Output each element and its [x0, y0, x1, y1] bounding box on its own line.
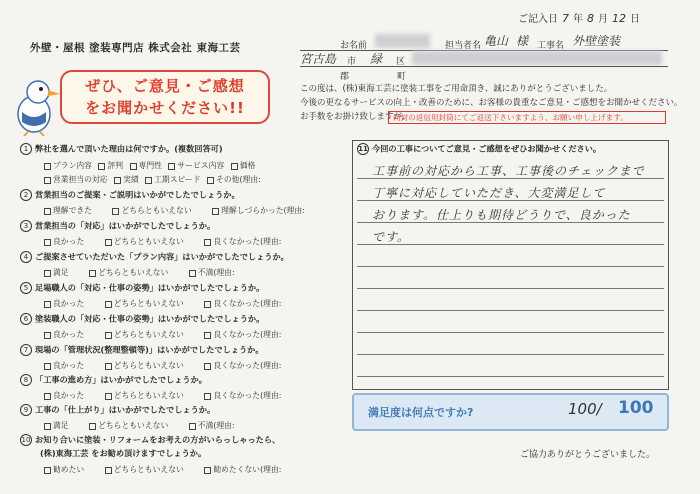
city-label: 市 — [347, 57, 357, 67]
entry-date — [518, 10, 640, 25]
option-label: どちらともいえない — [121, 206, 192, 215]
address-city: 宮古島 — [300, 52, 337, 66]
q9-options — [40, 420, 235, 431]
month-unit: 月 — [598, 14, 608, 25]
checkbox[interactable] — [231, 163, 238, 170]
checkbox[interactable] — [105, 363, 112, 370]
ruled-line — [357, 266, 664, 267]
question-title: 工事の「仕上がり」はいかがでしたでしょうか。 — [35, 404, 216, 415]
banner-line1: ぜひ、ご意見・ご感想 — [85, 77, 245, 95]
question-number: 10 — [21, 436, 31, 444]
comment-line-4: です。 — [372, 230, 411, 244]
comment-line-1: 工事前の対応から工事、工事後のチェックまで — [372, 164, 645, 178]
option-label: 実績 — [123, 175, 139, 184]
staff-value: 亀山 — [484, 34, 509, 48]
checkbox[interactable] — [44, 208, 51, 215]
name-label: お名前 — [340, 41, 368, 51]
option-label: 良くなかった(理由: — [213, 330, 282, 339]
option-label: 良くなかった(理由: — [213, 237, 282, 246]
checkbox[interactable] — [44, 163, 51, 170]
option-label: 良くなかった(理由: — [213, 299, 282, 308]
address-ward: 緑 — [370, 52, 383, 66]
checkbox[interactable] — [105, 467, 112, 474]
checkbox[interactable] — [189, 423, 196, 430]
option-label: 評判 — [107, 161, 124, 170]
score-max: 100 — [618, 398, 654, 418]
option-label: 価格 — [239, 161, 256, 170]
q8-options — [40, 390, 281, 401]
question-number: 5 — [20, 282, 32, 294]
question-5 — [20, 282, 264, 294]
score-slash: / — [596, 400, 602, 418]
banner — [60, 70, 270, 124]
option-label: どちらともいえない — [113, 330, 184, 339]
ruled-line — [357, 332, 664, 333]
option-label: その他(理由: — [216, 175, 261, 184]
question-title: (株)東海工芸 をお勧め頂けますでしょうか。 — [40, 448, 207, 458]
option-label: 不満(理由: — [197, 421, 235, 430]
question-title: 「工事の進め方」はいかがでしたでしょうか。 — [35, 374, 207, 385]
checkbox[interactable] — [204, 239, 211, 246]
question-number: 6 — [20, 313, 32, 325]
checkbox[interactable] — [98, 163, 105, 170]
checkbox[interactable] — [105, 393, 112, 400]
checkbox[interactable] — [44, 363, 51, 370]
checkbox[interactable] — [44, 301, 51, 308]
option-label: どちらともいえない — [113, 361, 184, 370]
question-number: 2 — [20, 189, 32, 201]
checkbox[interactable] — [204, 467, 211, 474]
option-label: 満足 — [53, 421, 69, 430]
comment-line-3: おります。仕上りも期待どうりで、良かった — [372, 208, 631, 222]
checkbox[interactable] — [44, 393, 51, 400]
option-label: 勧めたい — [53, 465, 85, 474]
redacted-address — [412, 51, 662, 65]
option-label: 理解できた — [53, 206, 92, 215]
date-label: ご記入日 — [518, 14, 558, 25]
option-label: どちらともいえない — [113, 299, 184, 308]
option-label: 理解しづらかった(理由: — [221, 206, 305, 215]
checkbox[interactable] — [44, 177, 51, 184]
checkbox[interactable] — [89, 423, 96, 430]
score-label: 満足度は何点ですか? — [368, 406, 474, 419]
option-label: 勧めたくない(理由: — [213, 465, 282, 474]
question-title: 弊社を選んで頂いた理由は何ですか。(複数回答可) — [35, 143, 223, 154]
intro-line3: お手数をお掛け致しますが、 — [300, 112, 411, 122]
panel-title-text: 今回の工事についてご意見・ご感想をぜひお聞かせください。 — [372, 143, 602, 154]
checkbox[interactable] — [112, 208, 119, 215]
town-label: 町 — [397, 72, 407, 82]
option-label: 専門性 — [138, 161, 162, 170]
question-number: 3 — [20, 220, 32, 232]
bird-mascot-icon — [10, 76, 62, 136]
work-label: 工事名 — [537, 41, 565, 51]
checkbox[interactable] — [44, 270, 51, 277]
option-label: どちらともいえない — [113, 237, 184, 246]
option-label: 満足 — [53, 268, 69, 277]
staff-suffix: 様 — [516, 34, 529, 48]
question-number: 4 — [20, 251, 32, 263]
question-2 — [20, 189, 240, 201]
question-9 — [20, 404, 215, 416]
question-number: 1 — [20, 143, 32, 155]
banner-line2: をお聞かせください!! — [85, 99, 245, 117]
question-10-line2 — [40, 448, 206, 459]
option-label: どちらともいえない — [98, 421, 169, 430]
option-label: 工期スピード — [154, 175, 201, 184]
option-label: プラン内容 — [53, 161, 92, 170]
question-7 — [20, 344, 264, 356]
checkbox[interactable] — [168, 163, 175, 170]
checkbox[interactable] — [114, 177, 121, 184]
comment-line-2: 丁寧に対応していただき、大変満足して — [372, 186, 606, 200]
q6-options — [40, 329, 281, 340]
comment-panel-title — [357, 143, 601, 155]
question-title: お知り合いに塗装・リフォームをお考えの方がいらっしゃったら、 — [35, 434, 281, 445]
option-label: どちらともいえない — [113, 465, 184, 474]
question-title: 足場職人の「対応・仕事の姿勢」はいかがでしたでしょうか。 — [35, 282, 265, 293]
company-name: 外壁・屋根 塗装専門店 株式会社 東海工芸 — [30, 42, 241, 54]
intro-line2: 今後の更なるサービスの向上・改善のために、お客様の貴重なご意見・ご感想をお聞かせください。 — [300, 98, 683, 108]
staff-label: 担当者名 — [445, 41, 482, 51]
checkbox[interactable] — [204, 332, 211, 339]
question-title: 現場の「管理状況(整理整頓等)」はいかがでしたでしょうか。 — [35, 344, 264, 355]
checkbox[interactable] — [145, 177, 152, 184]
checkbox[interactable] — [204, 301, 211, 308]
question-number: 8 — [20, 374, 32, 386]
checkbox[interactable] — [105, 301, 112, 308]
ruled-line — [357, 376, 664, 377]
checkbox[interactable] — [105, 332, 112, 339]
checkbox[interactable] — [212, 208, 219, 215]
return-envelope-note: 同封の返信用封筒にてご返送下さいますよう、お願い申し上げます。 — [388, 111, 666, 124]
question-4 — [20, 251, 289, 263]
checkbox[interactable] — [44, 423, 51, 430]
address-underline — [300, 66, 668, 67]
question-number: 11 — [358, 145, 368, 153]
checkbox[interactable] — [204, 363, 211, 370]
ward-label: 区 — [396, 57, 406, 67]
q3-options — [40, 236, 281, 247]
q4-options — [40, 267, 235, 278]
gun-label: 郡 — [340, 72, 350, 82]
day-unit: 日 — [630, 14, 640, 25]
date-month: 8 — [587, 12, 594, 25]
question-3 — [20, 220, 215, 232]
option-label: 良かった — [53, 330, 85, 339]
ruled-line — [357, 354, 664, 355]
option-label: 良かった — [53, 391, 85, 400]
q7-options — [40, 360, 281, 371]
checkbox[interactable] — [44, 467, 51, 474]
option-label: 良かった — [53, 299, 85, 308]
q1-options-row2 — [40, 174, 261, 185]
intro-line1: この度は、(株)東海工芸に塗装工事をご用命頂き、誠にありがとうございました。 — [300, 84, 613, 94]
q2-options — [40, 205, 305, 216]
option-label: どちらともいえない — [113, 391, 184, 400]
score-value — [568, 400, 602, 418]
score-number: 100 — [568, 400, 597, 418]
option-label: 良くなかった(理由: — [213, 391, 282, 400]
redacted-name — [375, 34, 430, 48]
work-value: 外壁塗装 — [572, 34, 621, 48]
checkbox[interactable] — [105, 239, 112, 246]
question-6 — [20, 313, 264, 325]
checkbox[interactable] — [89, 270, 96, 277]
ruled-line — [357, 288, 664, 289]
option-label: 良くなかった(理由: — [213, 361, 282, 370]
question-number: 9 — [20, 404, 32, 416]
q5-options — [40, 298, 281, 309]
question-title: 塗装職人の「対応・仕事の姿勢」はいかがでしたでしょうか。 — [35, 313, 265, 324]
date-year: 7 — [562, 12, 569, 25]
question-title: 営業担当の「対応」はいかがでしたでしょうか。 — [35, 220, 216, 231]
question-1 — [20, 143, 223, 155]
option-label: サービス内容 — [177, 161, 225, 170]
checkbox[interactable] — [189, 270, 196, 277]
checkbox[interactable] — [204, 393, 211, 400]
date-day: 12 — [612, 12, 626, 25]
option-label: 良かった — [53, 361, 85, 370]
question-title: 営業担当のご提案・ご説明はいかがでしたでしょうか。 — [35, 189, 240, 200]
ruled-line — [357, 310, 664, 311]
question-title: ご提案させていただいた「プラン内容」はいかがでしたでしょうか。 — [35, 251, 289, 262]
q1-options-row1 — [40, 160, 255, 171]
question-10 — [20, 434, 280, 446]
option-label: 営業担当の対応 — [53, 175, 108, 184]
thanks-note: ご協力ありがとうございました。 — [520, 450, 656, 460]
checkbox[interactable] — [44, 332, 51, 339]
checkbox[interactable] — [44, 239, 51, 246]
option-label: 不満(理由: — [197, 268, 235, 277]
checkbox[interactable] — [207, 177, 214, 184]
option-label: 良かった — [53, 237, 85, 246]
question-number: 7 — [20, 344, 32, 356]
q10-options — [40, 464, 281, 475]
option-label: どちらともいえない — [98, 268, 169, 277]
checkbox[interactable] — [130, 163, 137, 170]
question-8 — [20, 374, 207, 386]
year-unit: 年 — [573, 14, 583, 25]
